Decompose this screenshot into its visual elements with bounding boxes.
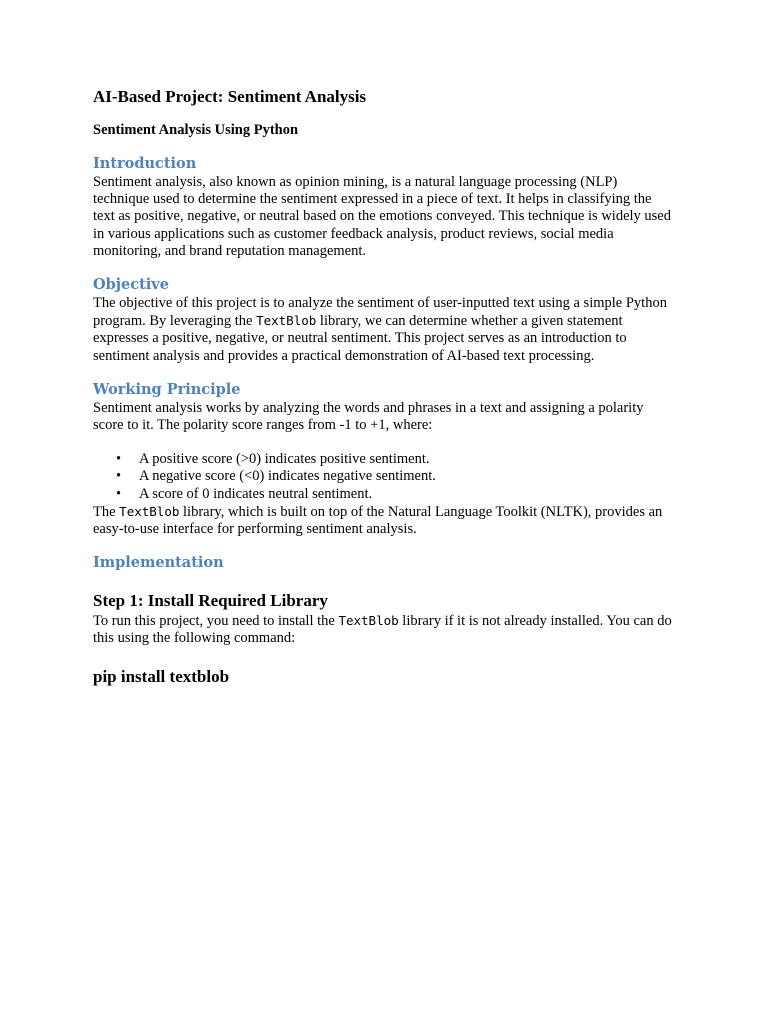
- working-principle-paragraph: Sentiment analysis works by analyzing the words and phrases in a text and assigning a polarity score to it. The polarity score ranges from -1 to +1, where:: [93, 399, 644, 434]
- bullet-icon: •: [116, 451, 122, 468]
- nltk-text-before: The: [93, 503, 120, 520]
- objective-heading: Objective: [93, 276, 169, 294]
- list-item-text: A score of 0 indicates neutral sentiment.: [139, 485, 373, 502]
- document-page: [93, 86, 675, 688]
- objective-text-after: library, we can determine whether a given statement expresses a positive, negative, or neutral sentiment. This project serves as an introduction to sentiment analysis and provides a practical demonstration of AI-based text processing.: [93, 313, 627, 364]
- list-item: [116, 451, 675, 468]
- introduction-heading: Introduction: [93, 155, 197, 172]
- bullet-icon: •: [116, 468, 122, 485]
- nltk-code-textblob: TextBlob: [119, 503, 180, 519]
- objective-paragraph: [93, 295, 675, 365]
- implementation-heading: Implementation: [93, 554, 224, 572]
- install-paragraph: [93, 612, 675, 647]
- introduction-paragraph: Sentiment analysis, also known as opinion mining, is a natural language processing (NLP) technique used to determine the sentiment expressed in a piece of text. It helps in classifying the text as positive, negative, or neutral based on the emotions conveyed. This technique is widely used in various applications such as customer feedback analysis, product reviews, social media monitoring, and brand reputation management.: [93, 174, 671, 259]
- list-item: [116, 485, 675, 503]
- nltk-paragraph: [93, 503, 675, 538]
- objective-text-before: The objective of this project is to analyze the sentiment of user-inputted text using a simple Python program. By leveraging the: [93, 295, 667, 330]
- install-command: pip install textblob: [93, 666, 230, 686]
- install-text-after: library if it is not already installed. You can do this using the following command:: [93, 613, 672, 647]
- document-title: AI-Based Project: Sentiment Analysis: [93, 87, 367, 106]
- working-principle-heading: Working Principle: [93, 380, 241, 398]
- polarity-list: [93, 451, 675, 503]
- install-text-before: To run this project, you need to install the: [93, 613, 339, 630]
- objective-code-textblob: TextBlob: [256, 313, 317, 329]
- nltk-text-after: library, which is built on top of the Natural Language Toolkit (NLTK), provides an easy-to-use interface for performing sentiment analysis.: [93, 503, 663, 538]
- install-code-textblob: TextBlob: [338, 613, 399, 629]
- list-item: [116, 468, 675, 485]
- list-item-text: A positive score (>0) indicates positive sentiment.: [139, 451, 430, 468]
- bullet-icon: •: [116, 485, 122, 502]
- step1-heading: Step 1: Install Required Library: [93, 591, 328, 611]
- list-item-text: A negative score (<0) indicates negative sentiment.: [139, 468, 436, 485]
- document-subtitle: Sentiment Analysis Using Python: [93, 122, 299, 138]
